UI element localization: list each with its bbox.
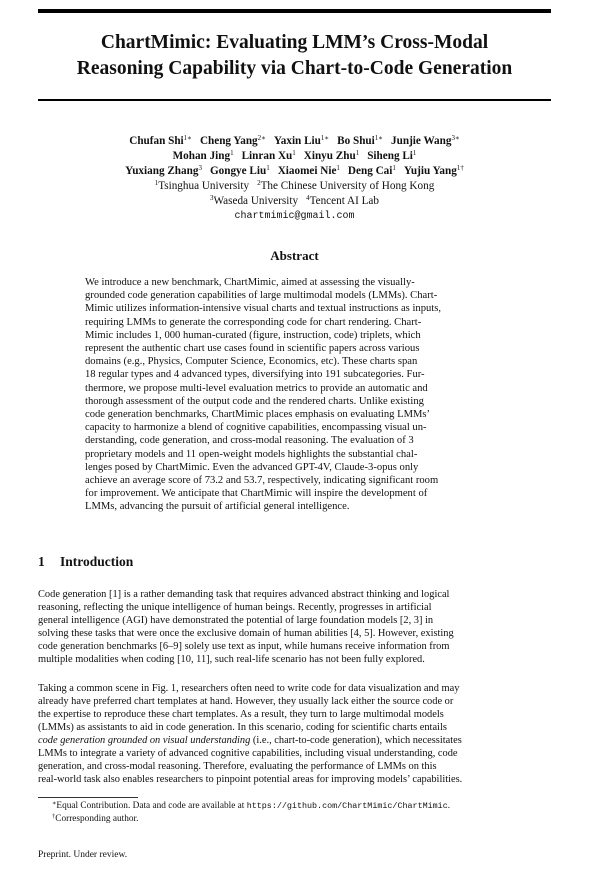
- footnote-mark: †: [52, 813, 56, 820]
- author-line: [38, 149, 551, 164]
- abstract-line: proprietary models and 11 open-weight models highlights the substantial chal-: [85, 448, 418, 460]
- footnote-mark: ∗: [52, 800, 57, 807]
- abstract-line: Mimic utilizes information-intensive visual charts and textual instructions as inputs,: [85, 303, 442, 315]
- affiliation-name: Tencent AI Lab: [309, 195, 379, 207]
- para1-line: Code generation [1] is a rather demanding task that requires advanced abstract thinking and logical: [38, 589, 450, 600]
- preprint-note: Preprint. Under review.: [38, 850, 128, 860]
- author: [200, 134, 266, 149]
- para1-line: general intelligence (AGI) have demonstrated the potential of large foundation models [2, 3] in: [38, 615, 434, 626]
- abstract-line: represent the authentic chart use cases found in scientific papers across various: [85, 343, 420, 355]
- title-top-rule: [38, 9, 551, 13]
- affiliation-name: Tsinghua University: [158, 180, 250, 192]
- abstract-line: thermore, we propose multi-level evaluation metrics to provide an automatic and: [85, 382, 428, 394]
- intro-paragraph-1: [38, 588, 551, 666]
- author: [210, 164, 270, 179]
- affiliation-mark: 3: [210, 194, 214, 202]
- author: [173, 149, 234, 164]
- affiliation-line: [38, 179, 551, 194]
- author-name: Xinyu Zhu: [303, 150, 356, 162]
- para2-line: Taking a common scene in Fig. 1, researchers often need to write code for data visualization and may: [38, 683, 460, 694]
- affiliation-mark: 1: [154, 179, 159, 187]
- affiliation-name: Waseda University: [213, 195, 299, 207]
- footnote-text: Equal Contribution. Data and code are available at: [56, 801, 247, 811]
- author-name: Bo Shui: [337, 135, 375, 147]
- author-affiliation-mark: 1: [392, 164, 396, 172]
- author: [348, 164, 396, 179]
- author-name: Mohan Jing: [172, 150, 231, 162]
- affiliation-line: [38, 194, 551, 209]
- affiliation-mark: 4: [306, 194, 310, 202]
- section-number: 1: [38, 554, 45, 569]
- affiliation: [210, 194, 298, 209]
- title-bottom-rule: [38, 99, 551, 101]
- emphasized-phrase: code generation grounded on visual understanding: [38, 735, 251, 746]
- para2-line: (LMMs) as assistants to aid in code generation. In this scenario, coding for scientific charts entails: [38, 722, 447, 733]
- section-heading: [38, 554, 133, 570]
- author-affiliation-mark: 1: [412, 149, 417, 157]
- affiliation-mark: 2: [257, 179, 261, 187]
- abstract-line: for improvement. We anticipate that ChartMimic will inspire the development of: [85, 488, 428, 500]
- author-affiliation-mark: 1: [292, 149, 296, 157]
- author-affiliation-mark: 1∗: [374, 134, 384, 142]
- author-name: Gongye Liu: [209, 165, 267, 177]
- author: [278, 164, 340, 179]
- author-name: Junjie Wang: [391, 135, 452, 147]
- author-affiliation-mark: 3: [198, 164, 202, 172]
- author-name: Yujiu Yang: [403, 165, 457, 177]
- author-affiliation-mark: 1: [355, 149, 360, 157]
- author-affiliation-mark: 1†: [456, 164, 464, 172]
- abstract-line: lenges posed by ChartMimic. Even the advanced GPT-4V, Claude-3-opus only: [85, 461, 419, 473]
- author: [367, 149, 416, 164]
- affiliation: [306, 194, 379, 209]
- abstract-line: Mimic includes 1, 000 human-curated (figure, instruction, code) triplets, which: [85, 329, 421, 341]
- footnote-text: Corresponding author.: [55, 814, 139, 824]
- para1-line: reasoning, reflecting the unique intelligence of human beings. Recently, progresses in artificial: [38, 602, 432, 613]
- abstract-line: code generation benchmarks, ChartMimic places emphasis on evaluating LMMs’: [85, 409, 431, 421]
- abstract-line: requiring LMMs to generate the corresponding code for chart rendering. Chart-: [85, 316, 422, 328]
- affiliation: [257, 179, 434, 194]
- author-block: [38, 134, 551, 224]
- contact-email: chartmimic@gmail.com: [234, 211, 355, 222]
- footnote-contribution: [52, 800, 450, 813]
- intro-paragraph-2: [38, 682, 551, 786]
- abstract-text: [85, 276, 504, 514]
- author-line: [38, 164, 551, 179]
- author-name: Chufan Shi: [129, 135, 184, 147]
- paper-title: [38, 30, 551, 82]
- author-name: Yaxin Liu: [273, 135, 321, 147]
- affiliation: [155, 179, 249, 194]
- para2-line: generation, and cross-modal reasoning. Therefore, evaluating the performance of LMMs on this: [38, 761, 437, 772]
- author-name: Xiaomei Nie: [277, 165, 337, 177]
- author: [129, 134, 192, 149]
- abstract-line: thorough assessment of the output code and the rendered charts. Unlike existing: [85, 395, 424, 407]
- author-affiliation-mark: 1: [230, 149, 234, 157]
- repository-link[interactable]: https://github.com/ChartMimic/ChartMimic: [246, 801, 448, 811]
- author: [242, 149, 296, 164]
- footnote-rule: [38, 797, 138, 798]
- footnotes: [52, 800, 450, 826]
- author-name: Yuxiang Zhang: [125, 165, 199, 177]
- author-affiliation-mark: 1: [266, 164, 270, 172]
- section-title: Introduction: [60, 554, 134, 569]
- author: [304, 149, 359, 164]
- author-affiliation-mark: 1∗: [320, 134, 330, 142]
- abstract-line: LMMs, advancing the pursuit of artificial general intelligence.: [85, 501, 350, 513]
- abstract-line: capacity to harmonize a blend of cognitive capabilities, encompassing visual un-: [85, 422, 427, 434]
- title-line: Reasoning Capability via Chart-to-Code Generation: [76, 58, 513, 79]
- para2-line: already have preferred chart templates at hand. However, they usually lack either the source code or: [38, 696, 454, 707]
- author-name: Deng Cai: [347, 165, 393, 177]
- para2-text: (i.e., chart-to-code generation), which necessitates: [250, 735, 462, 746]
- footnote-period: .: [447, 801, 451, 811]
- abstract-line: grounded code generation capabilities of large multimodal models (LMMs). Chart-: [85, 290, 438, 302]
- para2-line: [38, 734, 551, 747]
- para1-line: solving these tasks that were once the exclusive domain of human abilities [4, 5]. However, existing: [38, 628, 454, 639]
- abstract-line: 18 regular types and 4 advanced types, diversifying into 191 subcategories. Fur-: [85, 369, 425, 381]
- author-line: [38, 134, 551, 149]
- author-affiliation-mark: 1: [336, 164, 340, 172]
- author: [391, 134, 460, 149]
- abstract-line: derstanding, code generation, and cross-modal reasoning. The evaluation of 3: [85, 435, 414, 447]
- author-name: Linran Xu: [241, 150, 293, 162]
- author-affiliation-mark: 1∗: [183, 134, 192, 142]
- affiliation-name: The Chinese University of Hong Kong: [260, 180, 435, 192]
- author-name: Cheng Yang: [199, 135, 258, 147]
- author-affiliation-mark: 2∗: [257, 134, 266, 142]
- author: [337, 134, 383, 149]
- author: [274, 134, 329, 149]
- author-name: Siheng Li: [367, 150, 413, 162]
- abstract-heading: Abstract: [270, 248, 319, 263]
- author: [125, 164, 202, 179]
- abstract-line: domains (e.g., Physics, Computer Science, Economics, etc). These charts span: [85, 356, 418, 368]
- para1-line: code generation benchmarks [6–9] solely use text as input, while humans receive information from: [38, 641, 450, 652]
- author-affiliation-mark: 3∗: [451, 134, 460, 142]
- para2-line: real-world task also enables researchers to pinpoint potential areas for improving models’ capabilities.: [38, 774, 463, 785]
- abstract-line: We introduce a new benchmark, ChartMimic, aimed at assessing the visually-: [85, 277, 415, 288]
- abstract-line: achieve an average score of 73.2 and 53.7, respectively, indicating significant room: [85, 475, 439, 487]
- footnote-corresponding: [52, 813, 450, 826]
- para1-line: multiple modalities when coding [10, 11], such real-life scenario has not been fully explored.: [38, 654, 425, 665]
- author: [404, 164, 464, 179]
- para2-line: the expertise to reproduce these chart templates. As a result, they turn to large multimodal models: [38, 709, 444, 720]
- para2-line: LMMs to integrate a variety of advanced cognitive capabilities, including visual understanding, code: [38, 748, 458, 759]
- title-line: ChartMimic: Evaluating LMM’s Cross-Modal: [100, 32, 489, 53]
